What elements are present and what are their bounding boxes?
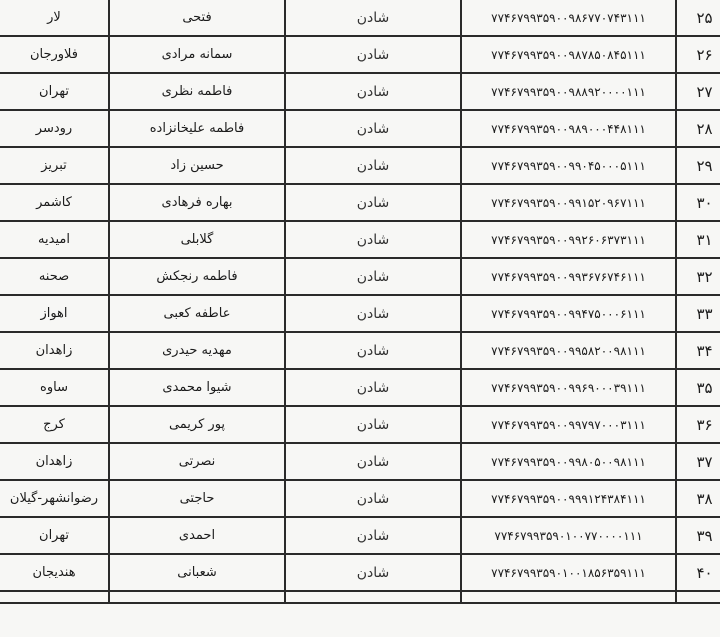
row-number-cell: ۳۷	[676, 443, 720, 480]
tracking-code-cell: ۷۷۴۶۷۹۹۳۵۹۰۰۹۹۳۶۷۶۷۴۶۱۱۱	[461, 258, 676, 295]
city-cell: رودسر	[0, 110, 109, 147]
tracking-code-cell: ۷۷۴۶۷۹۹۳۵۹۰۰۹۸۹۰۰۰۴۴۸۱۱۱	[461, 110, 676, 147]
row-number-cell: ۳۴	[676, 332, 720, 369]
table-row	[0, 73, 720, 110]
status-cell	[285, 591, 461, 603]
row-number-cell: ۲۸	[676, 110, 720, 147]
person-name-cell: پور کریمی	[109, 406, 285, 443]
row-number-cell: ۲۶	[676, 36, 720, 73]
table-row	[0, 295, 720, 332]
tracking-code-cell: ۷۷۴۶۷۹۹۳۵۹۰۰۹۹۲۶۰۶۳۷۳۱۱۱	[461, 221, 676, 258]
status-cell: شادن	[285, 0, 461, 36]
tracking-code-cell: ۷۷۴۶۷۹۹۳۵۹۰۰۹۹۰۴۵۰۰۰۵۱۱۱	[461, 147, 676, 184]
row-number-cell: ۳۱	[676, 221, 720, 258]
city-cell: رضوانشهر-گیلان	[0, 480, 109, 517]
city-cell: زاهدان	[0, 332, 109, 369]
row-number-cell: ۲۵	[676, 0, 720, 36]
row-number-cell: ۳۶	[676, 406, 720, 443]
table-row	[0, 369, 720, 406]
status-cell: شادن	[285, 443, 461, 480]
table-row	[0, 221, 720, 258]
person-name-cell: شعبانی	[109, 554, 285, 591]
city-cell: تهران	[0, 73, 109, 110]
row-number-cell: ۳۰	[676, 184, 720, 221]
status-cell: شادن	[285, 332, 461, 369]
tracking-code-cell: ۷۷۴۶۷۹۹۳۵۹۰۰۹۸۷۸۵۰۸۴۵۱۱۱	[461, 36, 676, 73]
table-row	[0, 0, 720, 36]
table-row	[0, 184, 720, 221]
person-name-cell: حسین زاد	[109, 147, 285, 184]
status-cell: شادن	[285, 369, 461, 406]
status-cell: شادن	[285, 147, 461, 184]
table-row	[0, 147, 720, 184]
person-name-cell: فتحی	[109, 0, 285, 36]
tracking-code-cell: ۷۷۴۶۷۹۹۳۵۹۰۰۹۹۴۷۵۰۰۰۶۱۱۱	[461, 295, 676, 332]
city-cell: هندیجان	[0, 554, 109, 591]
tracking-code-cell: ۷۷۴۶۷۹۹۳۵۹۰۰۹۹۹۱۲۴۳۸۴۱۱۱	[461, 480, 676, 517]
table-row	[0, 258, 720, 295]
person-name-cell: عاطفه کعبی	[109, 295, 285, 332]
table-row	[0, 443, 720, 480]
table-row	[0, 480, 720, 517]
city-cell: کرج	[0, 406, 109, 443]
city-cell: صحنه	[0, 258, 109, 295]
city-cell: اهواز	[0, 295, 109, 332]
tracking-code-cell: ۷۷۴۶۷۹۹۳۵۹۰۱۰۰۱۸۵۶۳۵۹۱۱۱	[461, 554, 676, 591]
status-cell: شادن	[285, 517, 461, 554]
status-cell: شادن	[285, 554, 461, 591]
tracking-code-cell: ۷۷۴۶۷۹۹۳۵۹۰۰۹۹۸۰۵۰۰۹۸۱۱۱	[461, 443, 676, 480]
table-row	[0, 554, 720, 591]
person-name-cell: مهدیه حیدری	[109, 332, 285, 369]
person-name-cell: گلابلی	[109, 221, 285, 258]
city-cell: زاهدان	[0, 443, 109, 480]
row-number-cell: ۳۵	[676, 369, 720, 406]
tracking-code-cell: ۷۷۴۶۷۹۹۳۵۹۰۰۹۹۱۵۲۰۹۶۷۱۱۱	[461, 184, 676, 221]
status-cell: شادن	[285, 36, 461, 73]
city-cell	[0, 591, 109, 603]
row-number-cell: ۳۸	[676, 480, 720, 517]
table-row	[0, 332, 720, 369]
row-number-cell: ۲۷	[676, 73, 720, 110]
status-cell: شادن	[285, 221, 461, 258]
person-name-cell: نصرتی	[109, 443, 285, 480]
tracking-code-cell: ۷۷۴۶۷۹۹۳۵۹۰۰۹۹۷۹۷۰۰۰۳۱۱۱	[461, 406, 676, 443]
tracking-code-cell: ۷۷۴۶۷۹۹۳۵۹۰۰۹۸۸۹۲۰۰۰۰۱۱۱	[461, 73, 676, 110]
city-cell: امیدیه	[0, 221, 109, 258]
person-name-cell: فاطمه نظری	[109, 73, 285, 110]
status-cell: شادن	[285, 406, 461, 443]
tracking-code-cell: ۷۷۴۶۷۹۹۳۵۹۰۰۹۹۵۸۲۰۰۹۸۱۱۱	[461, 332, 676, 369]
tracking-code-cell: ۷۷۴۶۷۹۹۳۵۹۰۰۹۹۶۹۰۰۰۳۹۱۱۱	[461, 369, 676, 406]
city-cell: ساوه	[0, 369, 109, 406]
table-row	[0, 110, 720, 147]
city-cell: فلاورجان	[0, 36, 109, 73]
table-row	[0, 517, 720, 554]
table-row	[0, 406, 720, 443]
status-cell: شادن	[285, 295, 461, 332]
row-number-cell: ۴۰	[676, 554, 720, 591]
person-name-cell: سمانه مرادی	[109, 36, 285, 73]
city-cell: تهران	[0, 517, 109, 554]
person-name-cell: بهاره فرهادی	[109, 184, 285, 221]
person-name-cell: احمدی	[109, 517, 285, 554]
person-name-cell: فاطمه رنجکش	[109, 258, 285, 295]
person-name-cell: فاطمه علیخانزاده	[109, 110, 285, 147]
tracking-code-cell: ۷۷۴۶۷۹۹۳۵۹۰۰۹۸۶۷۷۰۷۴۳۱۱۱	[461, 0, 676, 36]
person-name-cell: شیوا محمدی	[109, 369, 285, 406]
status-cell: شادن	[285, 480, 461, 517]
table-row-partial	[0, 591, 720, 603]
tracking-code-cell	[461, 591, 676, 603]
status-cell: شادن	[285, 258, 461, 295]
tracking-code-cell: ۷۷۴۶۷۹۹۳۵۹۰۱۰۰۷۷۰۰۰۰۱۱۱	[461, 517, 676, 554]
row-number-cell: ۳۳	[676, 295, 720, 332]
status-cell: شادن	[285, 110, 461, 147]
status-cell: شادن	[285, 73, 461, 110]
person-name-cell: حاجتی	[109, 480, 285, 517]
city-cell: کاشمر	[0, 184, 109, 221]
row-number-cell: ۳۲	[676, 258, 720, 295]
row-number-cell: ۳۹	[676, 517, 720, 554]
city-cell: لار	[0, 0, 109, 36]
row-number-cell: ۲۹	[676, 147, 720, 184]
person-name-cell	[109, 591, 285, 603]
city-cell: تبریز	[0, 147, 109, 184]
row-number-cell	[676, 591, 720, 603]
status-cell: شادن	[285, 184, 461, 221]
table-row	[0, 36, 720, 73]
